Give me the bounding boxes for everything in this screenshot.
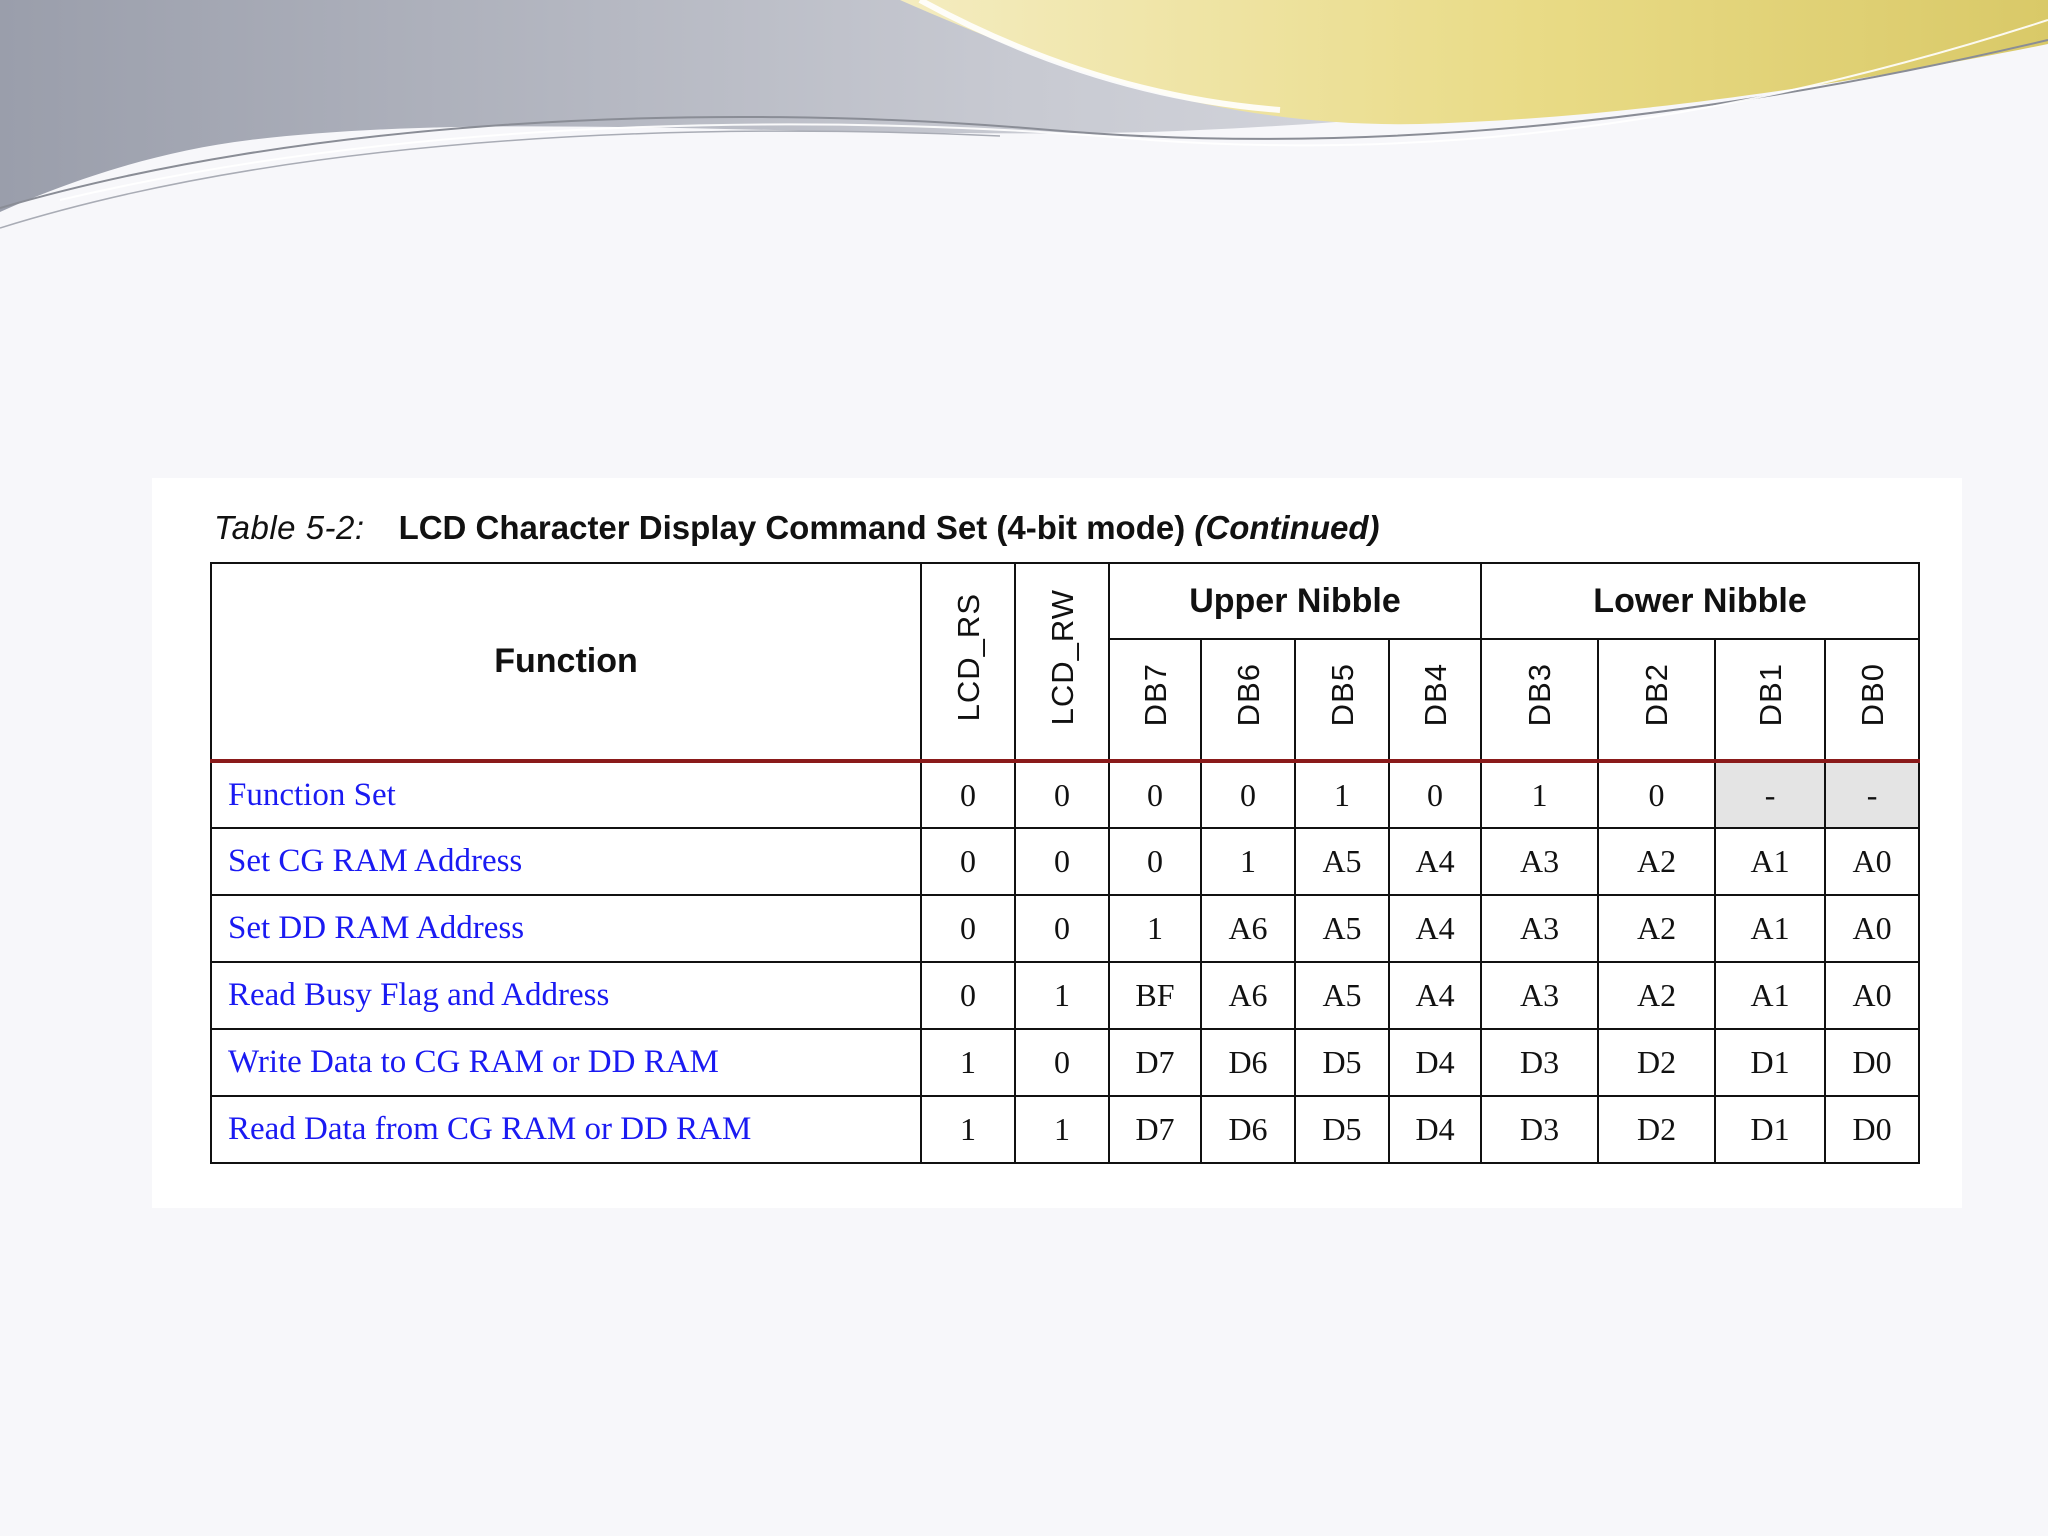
function-cell: Function Set	[211, 761, 921, 828]
function-cell: Set DD RAM Address	[211, 895, 921, 962]
bit-cell: 0	[1201, 761, 1295, 828]
rs-cell: 0	[921, 962, 1015, 1029]
bit-cell: A0	[1825, 895, 1919, 962]
bit-cell: A0	[1825, 828, 1919, 895]
table-row	[211, 761, 1919, 828]
bit-cell: D0	[1825, 1096, 1919, 1163]
bit-cell: D3	[1481, 1029, 1598, 1096]
bit-header-label: DB5	[1324, 663, 1360, 727]
rw-cell: 1	[1015, 1096, 1109, 1163]
bit-cell: A2	[1598, 895, 1715, 962]
bit-cell: A1	[1715, 962, 1825, 1029]
bit-cell: D7	[1109, 1029, 1201, 1096]
lcd-rs-header	[921, 563, 1015, 761]
lcd-rs-label: LCD_RS	[950, 592, 986, 722]
rs-cell: 0	[921, 761, 1015, 828]
table-row	[211, 895, 1919, 962]
bit-cell: A6	[1201, 895, 1295, 962]
bit-cell: BF	[1109, 962, 1201, 1029]
upper-nibble-header: Upper Nibble	[1109, 563, 1481, 639]
rw-cell: 0	[1015, 828, 1109, 895]
rw-cell: 0	[1015, 895, 1109, 962]
bit-cell: A0	[1825, 962, 1919, 1029]
bit-cell: D2	[1598, 1029, 1715, 1096]
bit-cell: A5	[1295, 828, 1389, 895]
bit-cell: 1	[1481, 761, 1598, 828]
bit-cell: A3	[1481, 895, 1598, 962]
bit-cell: A4	[1389, 895, 1481, 962]
bit-header	[1109, 639, 1201, 761]
lower-nibble-header: Lower Nibble	[1481, 563, 1919, 639]
bit-cell: D6	[1201, 1096, 1295, 1163]
bit-cell: A6	[1201, 962, 1295, 1029]
rs-cell: 0	[921, 828, 1015, 895]
table-row	[211, 962, 1919, 1029]
bit-header-label: DB4	[1417, 663, 1453, 727]
bit-cell: A1	[1715, 895, 1825, 962]
function-cell: Read Busy Flag and Address	[211, 962, 921, 1029]
bit-cell: D2	[1598, 1096, 1715, 1163]
bit-header	[1715, 639, 1825, 761]
dont-care-cell: -	[1825, 761, 1919, 828]
table-row	[211, 828, 1919, 895]
bit-cell: A1	[1715, 828, 1825, 895]
bit-cell: 1	[1295, 761, 1389, 828]
command-set-table	[210, 562, 1920, 1164]
function-cell: Write Data to CG RAM or DD RAM	[211, 1029, 921, 1096]
bit-cell: A3	[1481, 828, 1598, 895]
rw-cell: 1	[1015, 962, 1109, 1029]
rw-cell: 0	[1015, 1029, 1109, 1096]
bit-cell: A3	[1481, 962, 1598, 1029]
bit-header-label: DB7	[1137, 663, 1173, 727]
function-cell: Set CG RAM Address	[211, 828, 921, 895]
table-caption	[214, 506, 1954, 550]
rw-cell: 0	[1015, 761, 1109, 828]
rs-cell: 1	[921, 1096, 1015, 1163]
function-header: Function	[211, 563, 921, 761]
bit-header	[1598, 639, 1715, 761]
bit-cell: 0	[1598, 761, 1715, 828]
bit-header-label: DB2	[1639, 663, 1675, 727]
bit-cell: A4	[1389, 962, 1481, 1029]
bit-cell: 1	[1201, 828, 1295, 895]
lcd-rw-label: LCD_RW	[1044, 588, 1080, 726]
caption-title: LCD Character Display Command Set (4-bit mode)	[398, 509, 1186, 546]
bit-header-label: DB0	[1854, 663, 1890, 727]
function-cell: Read Data from CG RAM or DD RAM	[211, 1096, 921, 1163]
bit-cell: D4	[1389, 1096, 1481, 1163]
bit-header-label: DB6	[1230, 663, 1266, 727]
bit-cell: D4	[1389, 1029, 1481, 1096]
bit-cell: D1	[1715, 1029, 1825, 1096]
bit-cell: A5	[1295, 962, 1389, 1029]
dont-care-cell: -	[1715, 761, 1825, 828]
bit-cell: D6	[1201, 1029, 1295, 1096]
bit-cell: D5	[1295, 1029, 1389, 1096]
bit-header-label: DB3	[1522, 663, 1558, 727]
bit-header	[1481, 639, 1598, 761]
bit-cell: A4	[1389, 828, 1481, 895]
bit-header	[1201, 639, 1295, 761]
bit-cell: 0	[1109, 761, 1201, 828]
bit-cell: 0	[1109, 828, 1201, 895]
table-row	[211, 1029, 1919, 1096]
bit-cell: 1	[1109, 895, 1201, 962]
bit-cell: A2	[1598, 828, 1715, 895]
table-row	[211, 1096, 1919, 1163]
bit-cell: D7	[1109, 1096, 1201, 1163]
bit-header-label: DB1	[1752, 663, 1788, 727]
decorative-banner	[0, 0, 2048, 240]
bit-header	[1825, 639, 1919, 761]
bit-header	[1389, 639, 1481, 761]
rs-cell: 1	[921, 1029, 1015, 1096]
bit-header	[1295, 639, 1389, 761]
rs-cell: 0	[921, 895, 1015, 962]
caption-continued: (Continued)	[1194, 509, 1380, 546]
bit-cell: D1	[1715, 1096, 1825, 1163]
lcd-rw-header	[1015, 563, 1109, 761]
bit-cell: 0	[1389, 761, 1481, 828]
bit-cell: A2	[1598, 962, 1715, 1029]
bit-cell: A5	[1295, 895, 1389, 962]
caption-label: Table 5-2:	[214, 509, 365, 546]
bit-cell: D5	[1295, 1096, 1389, 1163]
bit-cell: D3	[1481, 1096, 1598, 1163]
bit-cell: D0	[1825, 1029, 1919, 1096]
